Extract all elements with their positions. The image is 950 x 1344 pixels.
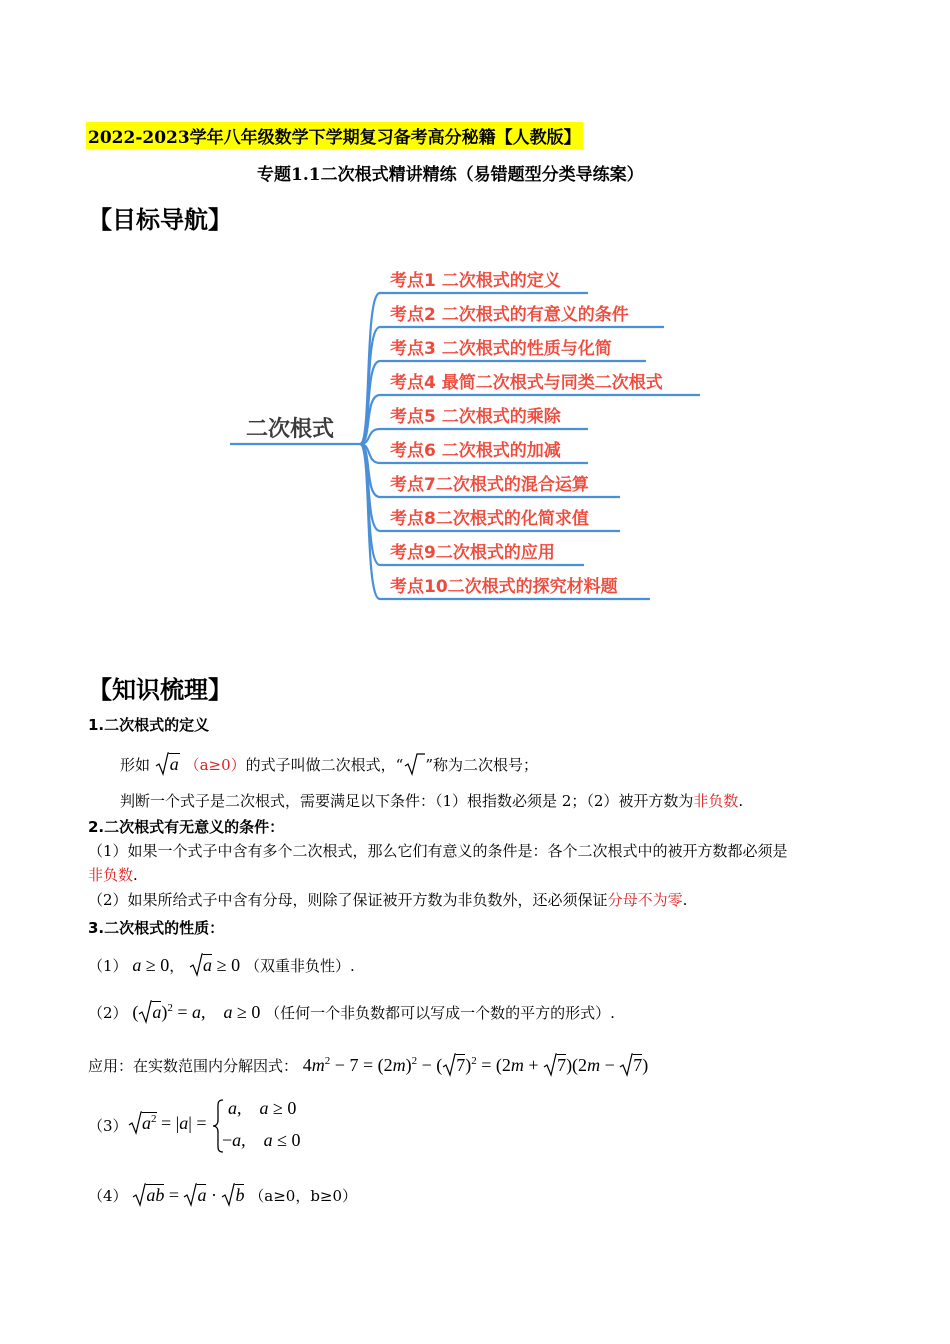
mindmap-item: 考点6 二次根式的加减 xyxy=(390,441,561,461)
section-heading-target-nav: 【目标导航】 xyxy=(88,206,232,234)
mindmap-item: 考点3 二次根式的性质与化简 xyxy=(390,339,612,359)
formula-a-nonneg: a ≥ 0 xyxy=(132,955,170,975)
piecewise-case-1: a, a ≥ 0 xyxy=(228,1098,297,1118)
factorization-formula: $4m^2 - 7 = (2m)^2$ − ( 7)$^2$ = (2m + 7)(2m − 7) xyxy=(302,1055,649,1075)
property-3: （3） xyxy=(88,1117,128,1135)
property-2: （2） ( a)$^2$ = a, a ≥ 0 （任何一个非负数都可以写成一个数的平方的形式）. xyxy=(88,1002,615,1022)
subsection-title-properties: 3.二次根式的性质： xyxy=(88,919,225,937)
section-heading-knowledge: 【知识梳理】 xyxy=(88,676,232,704)
mindmap-root-node: 二次根式 xyxy=(246,417,335,442)
mindmap-item: 考点1 二次根式的定义 xyxy=(390,271,561,291)
radical-sign xyxy=(132,1183,146,1207)
mindmap-item: 考点5 二次根式的乘除 xyxy=(390,407,561,427)
radical-sign xyxy=(128,1111,142,1135)
subsection-title-definition: 1.二次根式的定义 xyxy=(88,716,210,734)
conditions-line-2: （2）如果所给式子中含有分母，则除了保证被开方数为非负数外，还必须保证分母不为零. xyxy=(88,891,688,909)
property-4: （4） ab = a · b （a≥0，b≥0） xyxy=(88,1185,358,1205)
mindmap-item: 考点8二次根式的化简求值 xyxy=(390,509,589,529)
piecewise-case-2: −a, a ≤ 0 xyxy=(222,1130,301,1150)
radical-symbol-icon xyxy=(403,752,425,776)
document-subtitle: 专题1.1二次根式精讲精练（易错题型分类导练案） xyxy=(257,165,644,185)
mindmap-item: 考点4 最简二次根式与同类二次根式 xyxy=(390,373,663,393)
radical-sign xyxy=(183,1183,197,1207)
radical-sign xyxy=(138,1000,152,1024)
formula-sqrt-a-squared: ( a)$^2$ = a, a ≥ 0 xyxy=(132,1002,261,1022)
radical-sign xyxy=(619,1053,633,1077)
definition-line-1: 形如 a （a≥0）的式子叫做二次根式，“ ”称为二次根号； xyxy=(120,754,538,774)
mindmap-item: 考点9二次根式的应用 xyxy=(390,543,555,563)
conditions-line-1: （1）如果一个式子中含有多个二次根式，那么它们有意义的条件是：各个二次根式中的被开方数都必须是 xyxy=(88,842,788,860)
property-1: （1） a ≥ 0， a ≥ 0 （双重非负性）. xyxy=(88,955,355,975)
radical-sign xyxy=(543,1053,557,1077)
application-line: 应用：在实数范围内分解因式： $4m^2 - 7 = (2m)^2$ − ( 7)$^2$ = (2m + 7)(2m − 7) xyxy=(88,1055,649,1075)
radical-sign xyxy=(442,1053,456,1077)
formula-sqrt-ab: ab = a · b xyxy=(132,1185,244,1205)
radical-sign xyxy=(221,1183,235,1207)
definition-line-2: 判断一个式子是二次根式，需要满足以下条件：（1）根指数必须是 2；（2）被开方数为非负数. xyxy=(120,792,744,810)
subsection-title-conditions: 2.二次根式有无意义的条件： xyxy=(88,818,285,836)
radical-sign xyxy=(189,953,203,977)
radical-sign xyxy=(155,752,169,776)
formula-sqrt-a2-abs: $a^2 = |a|$ = xyxy=(128,1111,207,1135)
mindmap-item: 考点10二次根式的探究材料题 xyxy=(390,577,618,597)
conditions-line-1-end: 非负数. xyxy=(88,866,138,884)
document-header-title: 2022-2023学年八年级数学下学期复习备考高分秘籍【人教版】 xyxy=(86,122,583,149)
mindmap-item: 考点7二次根式的混合运算 xyxy=(390,475,589,495)
mindmap-item: 考点2 二次根式的有意义的条件 xyxy=(390,305,629,325)
